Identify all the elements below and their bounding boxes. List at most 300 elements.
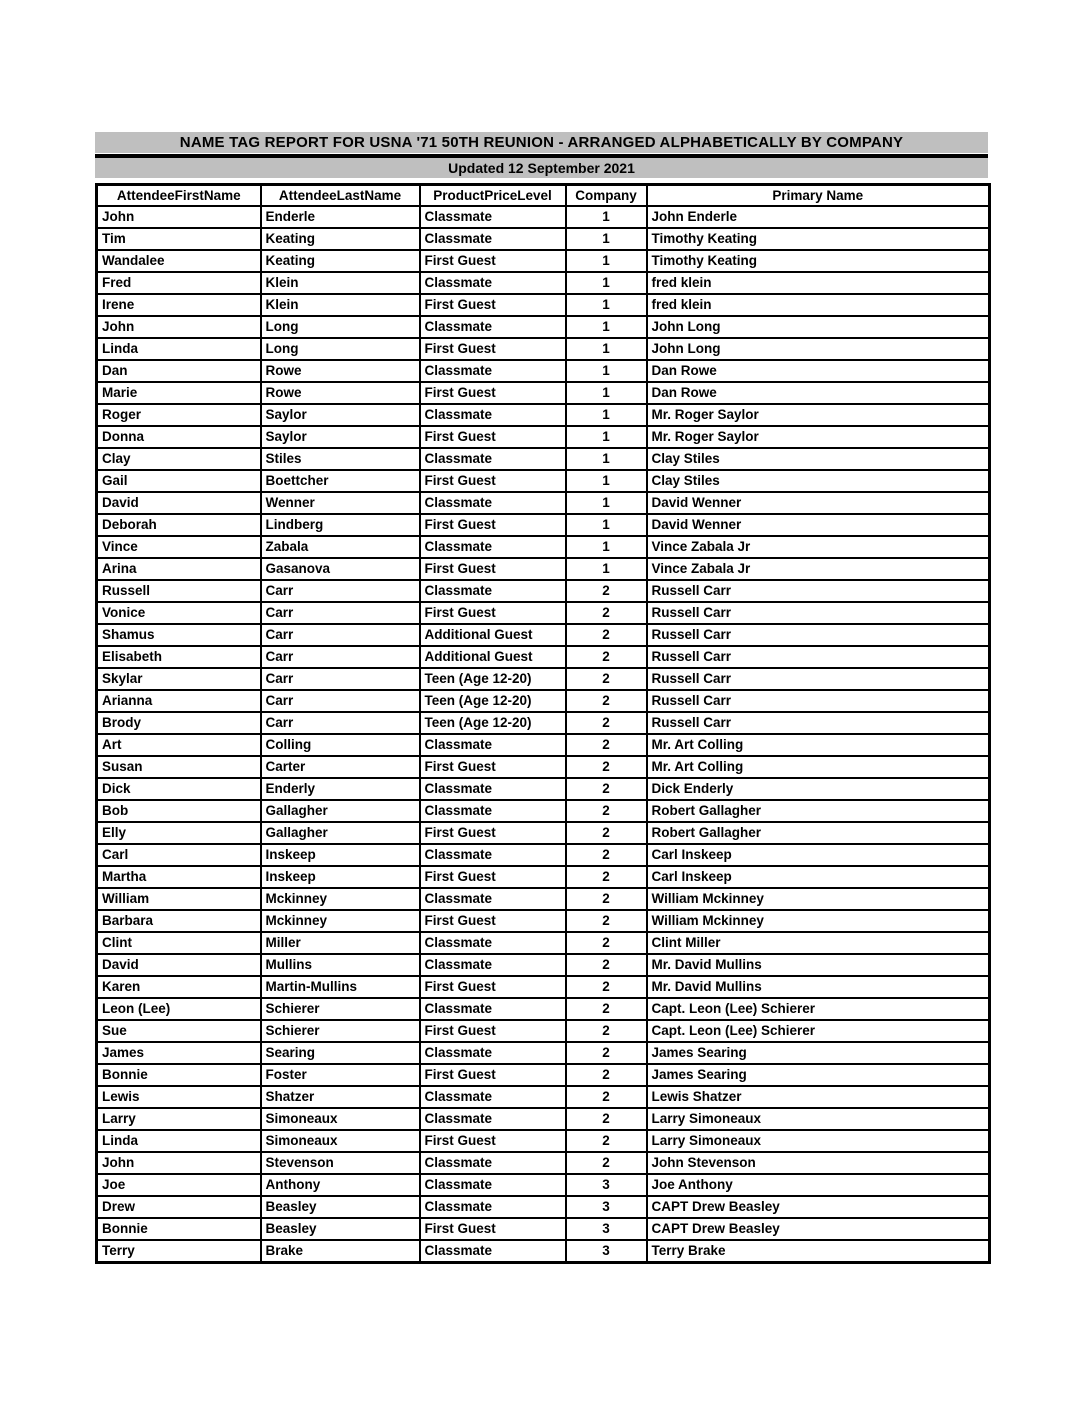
company-cell: 2 xyxy=(566,756,647,778)
price-level-cell: First Guest xyxy=(420,1064,566,1086)
company-cell: 1 xyxy=(566,294,647,316)
table-row xyxy=(97,822,990,844)
last-name-cell: Carr xyxy=(261,646,420,668)
table-row xyxy=(97,976,990,998)
company-cell: 2 xyxy=(566,712,647,734)
price-level-cell: Teen (Age 12-20) xyxy=(420,690,566,712)
price-level-cell: First Guest xyxy=(420,514,566,536)
last-name-cell: Long xyxy=(261,316,420,338)
table-row xyxy=(97,1130,990,1152)
price-level-cell: First Guest xyxy=(420,294,566,316)
price-level-cell: First Guest xyxy=(420,866,566,888)
first-name-cell: James xyxy=(97,1042,261,1064)
first-name-cell: Larry xyxy=(97,1108,261,1130)
primary-name-cell: Terry Brake xyxy=(647,1240,990,1263)
table-row xyxy=(97,580,990,602)
price-level-cell: First Guest xyxy=(420,382,566,404)
price-level-cell: First Guest xyxy=(420,1218,566,1240)
last-name-cell: Saylor xyxy=(261,426,420,448)
primary-name-cell: fred klein xyxy=(647,294,990,316)
table-row xyxy=(97,932,990,954)
last-name-cell: Miller xyxy=(261,932,420,954)
company-cell: 2 xyxy=(566,822,647,844)
last-name-cell: Boettcher xyxy=(261,470,420,492)
first-name-cell: Deborah xyxy=(97,514,261,536)
first-name-cell: Fred xyxy=(97,272,261,294)
price-level-cell: Classmate xyxy=(420,228,566,250)
company-cell: 2 xyxy=(566,1086,647,1108)
last-name-cell: Klein xyxy=(261,272,420,294)
column-header-primary-name: Primary Name xyxy=(647,185,990,207)
first-name-cell: Vince xyxy=(97,536,261,558)
first-name-cell: John xyxy=(97,1152,261,1174)
table-body xyxy=(97,206,990,1263)
last-name-cell: Saylor xyxy=(261,404,420,426)
first-name-cell: Brody xyxy=(97,712,261,734)
price-level-cell: Classmate xyxy=(420,998,566,1020)
company-cell: 2 xyxy=(566,800,647,822)
table-row xyxy=(97,470,990,492)
price-level-cell: Classmate xyxy=(420,448,566,470)
first-name-cell: Gail xyxy=(97,470,261,492)
table-row xyxy=(97,338,990,360)
last-name-cell: Long xyxy=(261,338,420,360)
company-cell: 1 xyxy=(566,360,647,382)
table-row xyxy=(97,734,990,756)
company-cell: 2 xyxy=(566,888,647,910)
price-level-cell: Classmate xyxy=(420,844,566,866)
company-cell: 2 xyxy=(566,998,647,1020)
table-row xyxy=(97,624,990,646)
primary-name-cell: Dan Rowe xyxy=(647,360,990,382)
company-cell: 3 xyxy=(566,1218,647,1240)
company-cell: 2 xyxy=(566,866,647,888)
last-name-cell: Inskeep xyxy=(261,866,420,888)
first-name-cell: Dan xyxy=(97,360,261,382)
company-cell: 2 xyxy=(566,1064,647,1086)
price-level-cell: Classmate xyxy=(420,492,566,514)
company-cell: 2 xyxy=(566,1130,647,1152)
first-name-cell: Roger xyxy=(97,404,261,426)
first-name-cell: Clay xyxy=(97,448,261,470)
first-name-cell: Arina xyxy=(97,558,261,580)
last-name-cell: Schierer xyxy=(261,1020,420,1042)
column-header-company: Company xyxy=(566,185,647,207)
primary-name-cell: John Long xyxy=(647,338,990,360)
price-level-cell: Classmate xyxy=(420,580,566,602)
primary-name-cell: Vince Zabala Jr xyxy=(647,558,990,580)
primary-name-cell: Mr. David Mullins xyxy=(647,976,990,998)
first-name-cell: David xyxy=(97,492,261,514)
primary-name-cell: David Wenner xyxy=(647,514,990,536)
company-cell: 2 xyxy=(566,734,647,756)
table-row xyxy=(97,1240,990,1263)
company-cell: 1 xyxy=(566,470,647,492)
company-cell: 2 xyxy=(566,602,647,624)
last-name-cell: Carter xyxy=(261,756,420,778)
last-name-cell: Carr xyxy=(261,580,420,602)
table-row xyxy=(97,492,990,514)
first-name-cell: Leon (Lee) xyxy=(97,998,261,1020)
primary-name-cell: Clint Miller xyxy=(647,932,990,954)
first-name-cell: Bob xyxy=(97,800,261,822)
table-row xyxy=(97,910,990,932)
table-row xyxy=(97,1064,990,1086)
report-title: NAME TAG REPORT FOR USNA '71 50TH REUNION - ARRANGED ALPHABETICALLY BY COMPANY xyxy=(95,132,988,153)
primary-name-cell: Russell Carr xyxy=(647,712,990,734)
first-name-cell: Donna xyxy=(97,426,261,448)
last-name-cell: Schierer xyxy=(261,998,420,1020)
last-name-cell: Mullins xyxy=(261,954,420,976)
price-level-cell: Classmate xyxy=(420,888,566,910)
price-level-cell: Classmate xyxy=(420,316,566,338)
company-cell: 2 xyxy=(566,1152,647,1174)
price-level-cell: Classmate xyxy=(420,778,566,800)
table-row xyxy=(97,602,990,624)
price-level-cell: Classmate xyxy=(420,272,566,294)
first-name-cell: Irene xyxy=(97,294,261,316)
primary-name-cell: Mr. Art Colling xyxy=(647,734,990,756)
table-header xyxy=(97,185,990,207)
price-level-cell: First Guest xyxy=(420,976,566,998)
table-row xyxy=(97,404,990,426)
company-cell: 1 xyxy=(566,382,647,404)
company-cell: 1 xyxy=(566,448,647,470)
last-name-cell: Beasley xyxy=(261,1196,420,1218)
table-row xyxy=(97,1152,990,1174)
company-cell: 1 xyxy=(566,206,647,228)
last-name-cell: Enderly xyxy=(261,778,420,800)
company-cell: 2 xyxy=(566,646,647,668)
primary-name-cell: Timothy Keating xyxy=(647,250,990,272)
table-row xyxy=(97,690,990,712)
first-name-cell: Skylar xyxy=(97,668,261,690)
first-name-cell: Carl xyxy=(97,844,261,866)
first-name-cell: Bonnie xyxy=(97,1218,261,1240)
last-name-cell: Stiles xyxy=(261,448,420,470)
table-row xyxy=(97,866,990,888)
price-level-cell: First Guest xyxy=(420,250,566,272)
price-level-cell: Classmate xyxy=(420,1108,566,1130)
primary-name-cell: Russell Carr xyxy=(647,690,990,712)
table-row xyxy=(97,206,990,228)
first-name-cell: Elly xyxy=(97,822,261,844)
company-cell: 2 xyxy=(566,1042,647,1064)
first-name-cell: Arianna xyxy=(97,690,261,712)
table-row xyxy=(97,888,990,910)
last-name-cell: Inskeep xyxy=(261,844,420,866)
primary-name-cell: Mr. Roger Saylor xyxy=(647,404,990,426)
company-cell: 2 xyxy=(566,778,647,800)
table-row xyxy=(97,778,990,800)
table-row xyxy=(97,514,990,536)
company-cell: 1 xyxy=(566,404,647,426)
last-name-cell: Beasley xyxy=(261,1218,420,1240)
company-cell: 2 xyxy=(566,954,647,976)
company-cell: 1 xyxy=(566,558,647,580)
last-name-cell: Enderle xyxy=(261,206,420,228)
first-name-cell: Drew xyxy=(97,1196,261,1218)
first-name-cell: Linda xyxy=(97,1130,261,1152)
price-level-cell: First Guest xyxy=(420,602,566,624)
primary-name-cell: Clay Stiles xyxy=(647,470,990,492)
primary-name-cell: Carl Inskeep xyxy=(647,866,990,888)
last-name-cell: Zabala xyxy=(261,536,420,558)
primary-name-cell: Robert Gallagher xyxy=(647,822,990,844)
first-name-cell: John xyxy=(97,316,261,338)
first-name-cell: Clint xyxy=(97,932,261,954)
table-row xyxy=(97,360,990,382)
company-cell: 3 xyxy=(566,1174,647,1196)
primary-name-cell: James Searing xyxy=(647,1042,990,1064)
price-level-cell: Teen (Age 12-20) xyxy=(420,712,566,734)
price-level-cell: Teen (Age 12-20) xyxy=(420,668,566,690)
price-level-cell: Classmate xyxy=(420,536,566,558)
table-row xyxy=(97,1218,990,1240)
first-name-cell: Tim xyxy=(97,228,261,250)
first-name-cell: Wandalee xyxy=(97,250,261,272)
price-level-cell: Additional Guest xyxy=(420,624,566,646)
table-row xyxy=(97,954,990,976)
first-name-cell: Sue xyxy=(97,1020,261,1042)
first-name-cell: Joe xyxy=(97,1174,261,1196)
price-level-cell: First Guest xyxy=(420,426,566,448)
last-name-cell: Wenner xyxy=(261,492,420,514)
primary-name-cell: James Searing xyxy=(647,1064,990,1086)
table-row xyxy=(97,316,990,338)
primary-name-cell: David Wenner xyxy=(647,492,990,514)
first-name-cell: Terry xyxy=(97,1240,261,1263)
price-level-cell: First Guest xyxy=(420,1020,566,1042)
price-level-cell: First Guest xyxy=(420,822,566,844)
table-row xyxy=(97,426,990,448)
price-level-cell: Classmate xyxy=(420,1196,566,1218)
company-cell: 1 xyxy=(566,250,647,272)
first-name-cell: Elisabeth xyxy=(97,646,261,668)
table-row xyxy=(97,294,990,316)
table-row xyxy=(97,1108,990,1130)
primary-name-cell: CAPT Drew Beasley xyxy=(647,1196,990,1218)
last-name-cell: Shatzer xyxy=(261,1086,420,1108)
company-cell: 1 xyxy=(566,272,647,294)
company-cell: 2 xyxy=(566,910,647,932)
first-name-cell: John xyxy=(97,206,261,228)
last-name-cell: Carr xyxy=(261,668,420,690)
table-row xyxy=(97,1086,990,1108)
attendee-table xyxy=(95,183,991,1264)
price-level-cell: First Guest xyxy=(420,470,566,492)
table-row xyxy=(97,272,990,294)
primary-name-cell: Russell Carr xyxy=(647,646,990,668)
table-row xyxy=(97,558,990,580)
last-name-cell: Anthony xyxy=(261,1174,420,1196)
last-name-cell: Foster xyxy=(261,1064,420,1086)
primary-name-cell: John Long xyxy=(647,316,990,338)
last-name-cell: Brake xyxy=(261,1240,420,1263)
price-level-cell: First Guest xyxy=(420,1130,566,1152)
first-name-cell: Dick xyxy=(97,778,261,800)
header-row xyxy=(97,185,990,207)
table-row xyxy=(97,668,990,690)
primary-name-cell: Lewis Shatzer xyxy=(647,1086,990,1108)
last-name-cell: Martin-Mullins xyxy=(261,976,420,998)
first-name-cell: David xyxy=(97,954,261,976)
table-row xyxy=(97,646,990,668)
first-name-cell: Vonice xyxy=(97,602,261,624)
table-row xyxy=(97,536,990,558)
primary-name-cell: Robert Gallagher xyxy=(647,800,990,822)
price-level-cell: First Guest xyxy=(420,910,566,932)
column-header-price-level: ProductPriceLevel xyxy=(420,185,566,207)
company-cell: 1 xyxy=(566,514,647,536)
primary-name-cell: fred klein xyxy=(647,272,990,294)
report-updated-date: Updated 12 September 2021 xyxy=(95,158,988,178)
price-level-cell: Classmate xyxy=(420,800,566,822)
last-name-cell: Searing xyxy=(261,1042,420,1064)
primary-name-cell: Vince Zabala Jr xyxy=(647,536,990,558)
first-name-cell: William xyxy=(97,888,261,910)
primary-name-cell: Timothy Keating xyxy=(647,228,990,250)
company-cell: 2 xyxy=(566,844,647,866)
company-cell: 1 xyxy=(566,228,647,250)
table-row xyxy=(97,1020,990,1042)
primary-name-cell: John Stevenson xyxy=(647,1152,990,1174)
price-level-cell: Classmate xyxy=(420,932,566,954)
company-cell: 2 xyxy=(566,668,647,690)
first-name-cell: Bonnie xyxy=(97,1064,261,1086)
primary-name-cell: Larry Simoneaux xyxy=(647,1130,990,1152)
table-row xyxy=(97,1042,990,1064)
price-level-cell: First Guest xyxy=(420,558,566,580)
last-name-cell: Mckinney xyxy=(261,910,420,932)
price-level-cell: Classmate xyxy=(420,954,566,976)
price-level-cell: Classmate xyxy=(420,404,566,426)
price-level-cell: Classmate xyxy=(420,734,566,756)
company-cell: 2 xyxy=(566,580,647,602)
company-cell: 2 xyxy=(566,1020,647,1042)
price-level-cell: Classmate xyxy=(420,206,566,228)
first-name-cell: Barbara xyxy=(97,910,261,932)
primary-name-cell: William Mckinney xyxy=(647,888,990,910)
last-name-cell: Stevenson xyxy=(261,1152,420,1174)
last-name-cell: Lindberg xyxy=(261,514,420,536)
last-name-cell: Gallagher xyxy=(261,800,420,822)
primary-name-cell: Mr. Roger Saylor xyxy=(647,426,990,448)
primary-name-cell: John Enderle xyxy=(647,206,990,228)
table-row xyxy=(97,228,990,250)
primary-name-cell: Larry Simoneaux xyxy=(647,1108,990,1130)
first-name-cell: Karen xyxy=(97,976,261,998)
last-name-cell: Colling xyxy=(261,734,420,756)
company-cell: 2 xyxy=(566,976,647,998)
price-level-cell: Classmate xyxy=(420,1042,566,1064)
table-row xyxy=(97,756,990,778)
last-name-cell: Carr xyxy=(261,602,420,624)
table-row xyxy=(97,250,990,272)
last-name-cell: Rowe xyxy=(261,382,420,404)
table-row xyxy=(97,382,990,404)
price-level-cell: Classmate xyxy=(420,1174,566,1196)
column-header-first-name: AttendeeFirstName xyxy=(97,185,261,207)
company-cell: 2 xyxy=(566,690,647,712)
last-name-cell: Carr xyxy=(261,690,420,712)
last-name-cell: Carr xyxy=(261,712,420,734)
price-level-cell: Classmate xyxy=(420,1086,566,1108)
company-cell: 1 xyxy=(566,492,647,514)
company-cell: 3 xyxy=(566,1196,647,1218)
table-row xyxy=(97,998,990,1020)
primary-name-cell: Capt. Leon (Lee) Schierer xyxy=(647,1020,990,1042)
company-cell: 2 xyxy=(566,624,647,646)
last-name-cell: Klein xyxy=(261,294,420,316)
primary-name-cell: Carl Inskeep xyxy=(647,844,990,866)
primary-name-cell: Dick Enderly xyxy=(647,778,990,800)
primary-name-cell: Mr. Art Colling xyxy=(647,756,990,778)
table-row xyxy=(97,844,990,866)
table-row xyxy=(97,448,990,470)
table-row xyxy=(97,800,990,822)
company-cell: 1 xyxy=(566,426,647,448)
last-name-cell: Gasanova xyxy=(261,558,420,580)
company-cell: 3 xyxy=(566,1240,647,1263)
last-name-cell: Mckinney xyxy=(261,888,420,910)
company-cell: 1 xyxy=(566,316,647,338)
primary-name-cell: Capt. Leon (Lee) Schierer xyxy=(647,998,990,1020)
name-tag-report xyxy=(95,132,988,1264)
last-name-cell: Simoneaux xyxy=(261,1130,420,1152)
first-name-cell: Art xyxy=(97,734,261,756)
primary-name-cell: Russell Carr xyxy=(647,624,990,646)
price-level-cell: Classmate xyxy=(420,360,566,382)
price-level-cell: Additional Guest xyxy=(420,646,566,668)
first-name-cell: Lewis xyxy=(97,1086,261,1108)
price-level-cell: Classmate xyxy=(420,1152,566,1174)
primary-name-cell: Clay Stiles xyxy=(647,448,990,470)
price-level-cell: First Guest xyxy=(420,756,566,778)
primary-name-cell: Russell Carr xyxy=(647,668,990,690)
primary-name-cell: Mr. David Mullins xyxy=(647,954,990,976)
first-name-cell: Shamus xyxy=(97,624,261,646)
company-cell: 2 xyxy=(566,932,647,954)
first-name-cell: Marie xyxy=(97,382,261,404)
last-name-cell: Simoneaux xyxy=(261,1108,420,1130)
first-name-cell: Susan xyxy=(97,756,261,778)
last-name-cell: Gallagher xyxy=(261,822,420,844)
primary-name-cell: Joe Anthony xyxy=(647,1174,990,1196)
table-row xyxy=(97,1174,990,1196)
primary-name-cell: CAPT Drew Beasley xyxy=(647,1218,990,1240)
price-level-cell: First Guest xyxy=(420,338,566,360)
primary-name-cell: William Mckinney xyxy=(647,910,990,932)
first-name-cell: Martha xyxy=(97,866,261,888)
last-name-cell: Rowe xyxy=(261,360,420,382)
first-name-cell: Linda xyxy=(97,338,261,360)
primary-name-cell: Russell Carr xyxy=(647,602,990,624)
column-header-last-name: AttendeeLastName xyxy=(261,185,420,207)
last-name-cell: Keating xyxy=(261,250,420,272)
primary-name-cell: Dan Rowe xyxy=(647,382,990,404)
first-name-cell: Russell xyxy=(97,580,261,602)
table-row xyxy=(97,712,990,734)
company-cell: 1 xyxy=(566,338,647,360)
company-cell: 1 xyxy=(566,536,647,558)
primary-name-cell: Russell Carr xyxy=(647,580,990,602)
company-cell: 2 xyxy=(566,1108,647,1130)
table-row xyxy=(97,1196,990,1218)
price-level-cell: Classmate xyxy=(420,1240,566,1263)
last-name-cell: Carr xyxy=(261,624,420,646)
last-name-cell: Keating xyxy=(261,228,420,250)
